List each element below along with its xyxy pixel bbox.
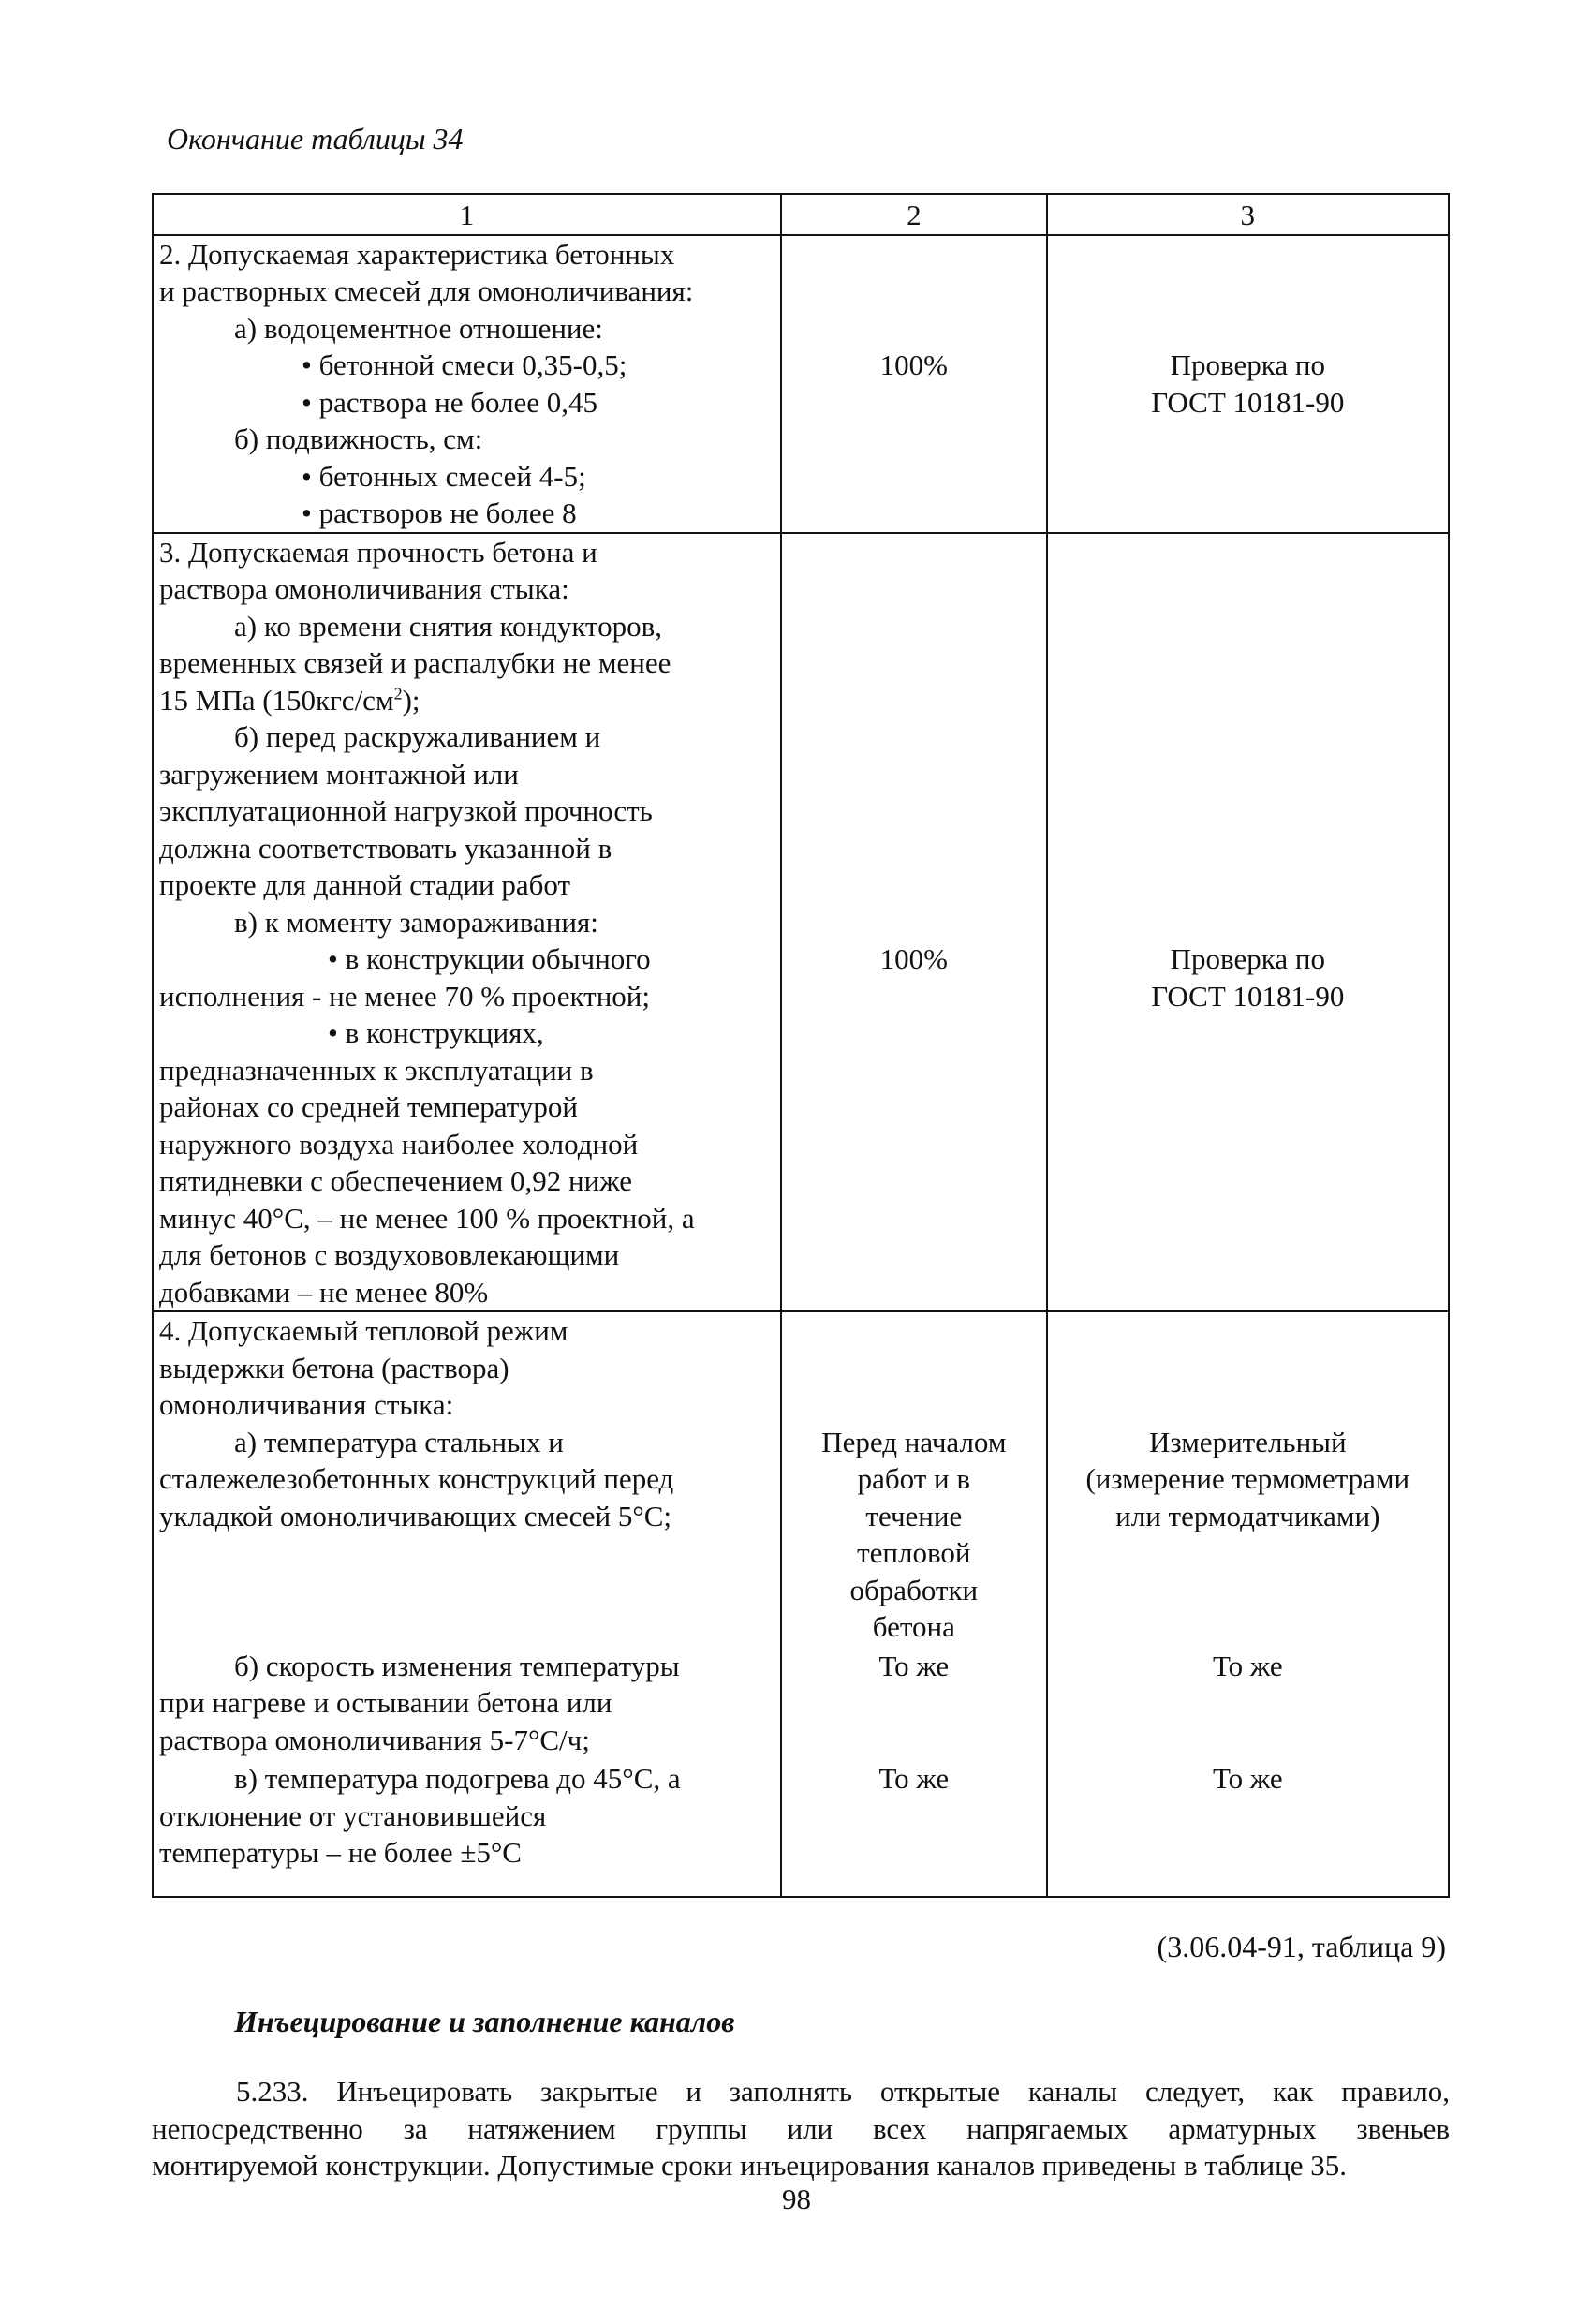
scope-cell [781,1311,1047,1648]
table-row [153,1760,1449,1897]
control-cell [1047,533,1449,1312]
table-line: укладкой омоноличивающих смесей 5°С; [159,1499,672,1532]
scope-value: То же [878,1762,950,1795]
column-header-1: 1 [153,194,781,235]
table-line: должна соответствовать указанной в [159,831,612,865]
control-line: или термодатчиками) [1115,1499,1380,1532]
scope-cell [781,1760,1047,1897]
paragraph-line: 5.233. Инъецировать закрытые и заполнять открытые каналы следует, как правило, [236,2075,1450,2108]
table-line: временных связей и распалубки не менее [159,646,671,679]
control-cell [1047,1760,1449,1897]
table-line: а) ко времени снятия кондукторов, [234,609,663,643]
requirements-table [152,193,1450,1898]
table-line: б) подвижность, см: [234,422,483,455]
control-line: Измерительный [1149,1425,1347,1458]
table-caption: Окончание таблицы 34 [167,122,464,155]
table-line: температуры – не более ±5°С [159,1836,522,1869]
page-number: 98 [782,2183,811,2215]
control-line: ГОСТ 10181-90 [1151,979,1345,1013]
table-line: добавками – не менее 80% [159,1275,489,1309]
table-line: в) к моменту замораживания: [234,905,598,939]
scope-value: 100% [879,348,948,381]
table-line: раствора омоноличивания 5-7°С/ч; [159,1723,590,1756]
scope-cell [781,1648,1047,1761]
table-line: загружением монтажной или [159,757,519,791]
requirement-cell [153,235,781,533]
table-line: б) скорость изменения температуры [234,1649,680,1682]
column-header-2: 2 [781,194,1047,235]
table-line: для бетонов с воздухововлекающими [159,1238,620,1271]
table-line: предназначенных к эксплуатации в [159,1053,594,1087]
scope-value: То же [878,1649,950,1682]
strength-line [159,682,774,719]
strength-suffix: ); [402,683,420,717]
scope-line: течение [865,1499,963,1532]
table-line: в) температура подогрева до 45°С, а [234,1762,681,1795]
control-cell [1047,235,1449,533]
table-row [153,533,1449,1312]
section-title: Инъецирование и заполнение каналов [234,2005,735,2038]
control-cell [1047,1648,1449,1761]
control-cell [1047,1311,1449,1648]
table-line: при нагреве и остывании бетона или [159,1686,612,1719]
requirement-cell [153,533,781,1312]
scope-line: работ и в [857,1462,971,1495]
strength-superscript: 2 [393,684,403,703]
scope-line: Перед началом [821,1425,1007,1458]
table-row [153,1648,1449,1761]
control-value: То же [1212,1649,1283,1682]
table-line: а) водоцементное отношение: [234,311,603,345]
table-line: 2. Допускаемая характеристика бетонных [159,237,675,271]
table-line: • в конструкциях, [328,1016,544,1049]
table-line: эксплуатационной нагрузкой прочность [159,794,653,827]
table-line: раствора омоноличивания стыка: [159,572,569,605]
requirement-cell [153,1760,781,1897]
table-line: минус 40°С, – не менее 100 % проектной, а [159,1201,695,1235]
table-header-row [153,194,1449,235]
table-line: • растворов не более 8 [302,496,577,529]
table-row [153,1311,1449,1648]
scope-cell [781,533,1047,1312]
table-line: б) перед раскружаливанием и [234,720,601,753]
body-paragraph [152,2073,1450,2184]
table-line: 3. Допускаемая прочность бетона и [159,535,597,569]
scope-line: тепловой [857,1536,971,1569]
strength-prefix: 15 МПа (150кгс/см [159,683,394,717]
scope-line: бетона [872,1610,955,1643]
control-line: Проверка по [1170,348,1325,381]
table-line: и растворных смесей для омоноличивания: [159,274,694,307]
scope-value: 100% [879,942,948,975]
paragraph-line: монтируемой конструкции. Допустимые сроки инъецирования каналов приведены в таблице 35. [152,2149,1347,2182]
table-line: выдержки бетона (раствора) [159,1351,509,1384]
table-line: сталежелезобетонных конструкций перед [159,1462,674,1495]
source-reference: (3.06.04-91, таблица 9) [1157,1930,1446,1963]
table-line: • в конструкции обычного [328,942,651,975]
paragraph-line: непосредственно за натяжением группы или всех напрягаемых арматурных звеньев [152,2111,1450,2145]
control-line: (измерение термометрами [1085,1462,1410,1495]
table-line: • бетонных смесей 4-5; [302,459,586,493]
control-line: ГОСТ 10181-90 [1151,385,1345,419]
table-line: • бетонной смеси 0,35-0,5; [302,348,627,381]
table-line: проекте для данной стадии работ [159,868,571,901]
table-line: а) температура стальных и [234,1425,564,1458]
table-line: пятидневки с обеспечением 0,92 ниже [159,1164,632,1197]
control-value: То же [1212,1762,1283,1795]
scope-cell [781,235,1047,533]
table-line: омоноличивания стыка: [159,1388,454,1421]
table-row [153,235,1449,533]
requirement-cell [153,1311,781,1648]
table-line: исполнения - не менее 70 % проектной; [159,979,650,1013]
control-line: Проверка по [1170,942,1325,975]
scope-line: обработки [849,1573,979,1606]
requirement-cell [153,1648,781,1761]
table-line: наружного воздуха наиболее холодной [159,1127,639,1161]
table-line: 4. Допускаемый тепловой режим [159,1314,568,1347]
table-line: районах со средней температурой [159,1090,578,1123]
table-line: • раствора не более 0,45 [302,385,598,419]
column-header-3: 3 [1047,194,1449,235]
table-line: отклонение от установившейся [159,1799,547,1832]
